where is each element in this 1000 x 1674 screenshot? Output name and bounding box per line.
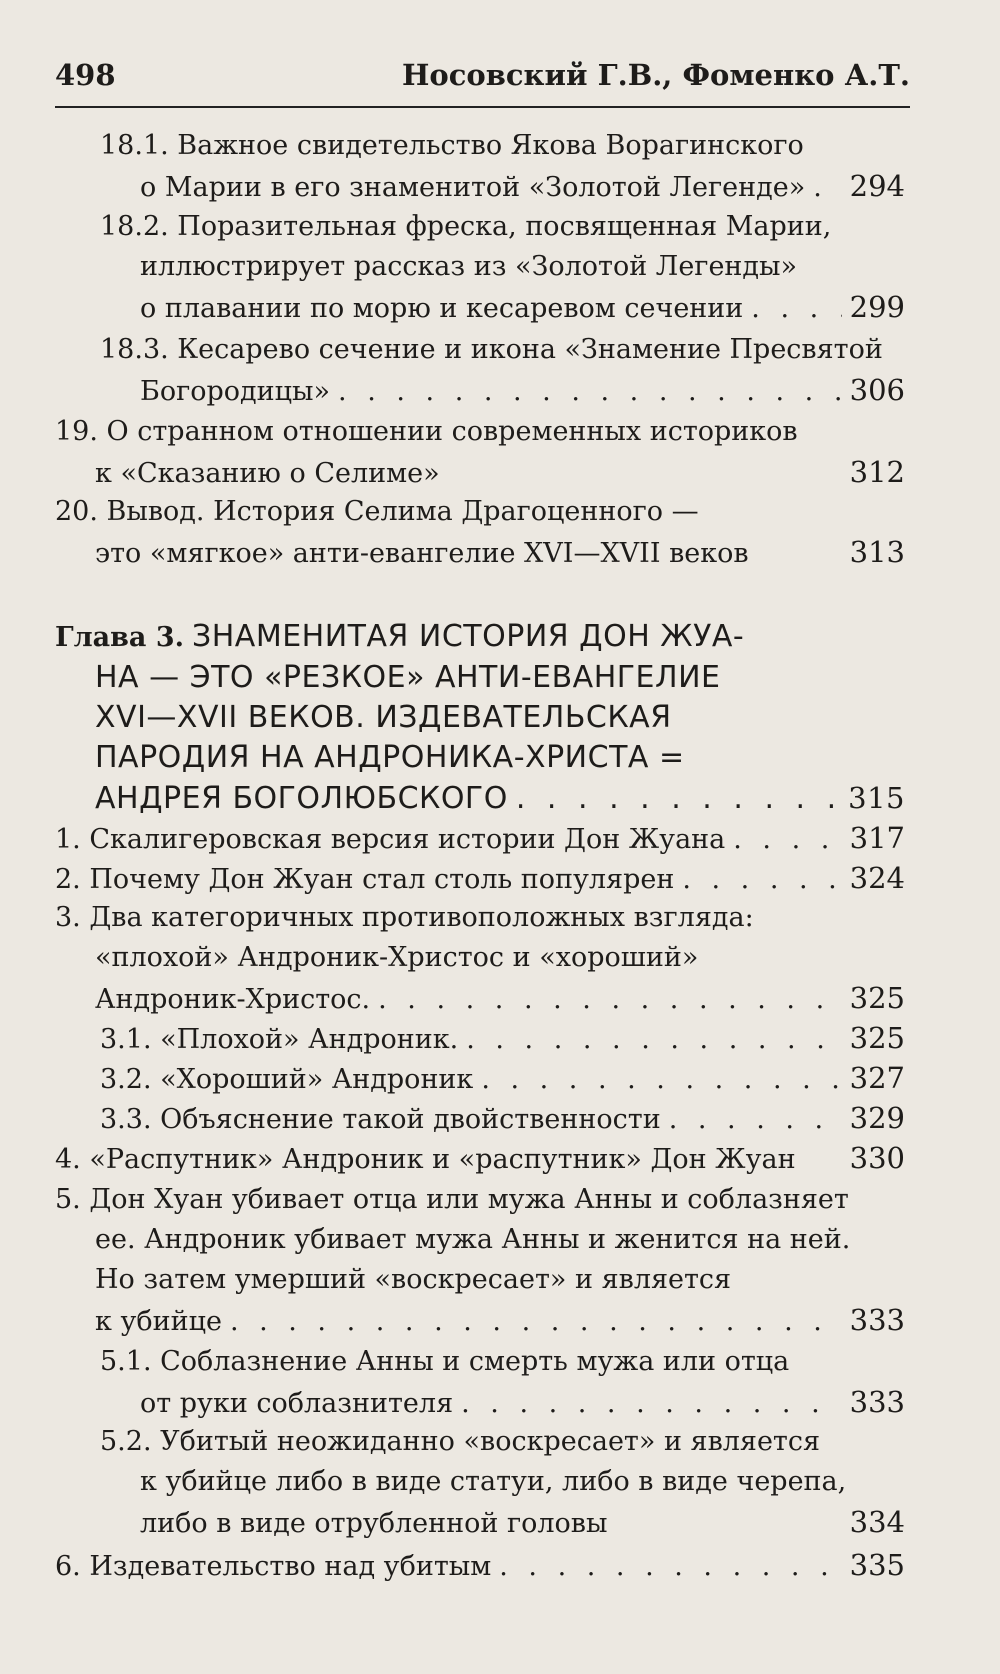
page-number: 498 [55,58,116,92]
toc-line: 18.3. Кесарево сечение и икона «Знамение Пресвятой [100,334,883,365]
toc-page-number: 333 [849,1385,905,1419]
toc-text: 3.3. Объяснение такой двойственности [100,1104,661,1135]
leader-dots [230,1302,842,1342]
toc-line [55,1300,905,1342]
toc-entry-5[interactable] [55,1180,905,1342]
toc-line [100,166,905,208]
toc-line [55,1138,905,1180]
toc-entry-5-2[interactable] [100,1422,905,1544]
toc-text: 3.2. «Хороший» Андроник [100,1064,474,1095]
toc-page-number: 324 [849,861,905,895]
toc-page-number: 330 [849,1141,905,1175]
toc-page-number: 334 [849,1505,905,1539]
leader-dots [669,1100,842,1140]
toc-line: 5.1. Соблазнение Анны и смерть мужа или отца [100,1346,790,1377]
toc-page-number: 306 [849,373,905,407]
toc-text: о Марии в его знаменитой «Золотой Легенде» [140,172,806,203]
toc-page-number: 327 [849,1061,905,1095]
header-rule [55,106,910,108]
toc-entry-3-2[interactable] [100,1058,905,1100]
toc-text: Богородицы» [140,376,331,407]
toc-line: 18.1. Важное свидетельство Якова Ворагинского [100,130,804,161]
chapter-title: ПАРОДИЯ НА АНДРОНИКА-ХРИСТА = [95,740,685,775]
authors: Носовский Г.В., Фоменко А.Т. [401,58,910,92]
toc-line: Но затем умерший «воскресает» и является [95,1264,732,1295]
chapter-title: АНДРЕЯ БОГОЛЮБСКОГО [95,781,508,816]
toc-entry-2[interactable] [55,858,905,900]
chapter-title: XVI—XVII ВЕКОВ. ИЗДЕВАТЕЛЬСКАЯ [95,700,672,735]
toc-line [100,1018,905,1060]
toc-entry-19[interactable] [55,412,905,494]
toc-line: «плохой» Андроник-Христос и «хороший» [95,942,699,973]
toc-line: 3. Два категоричных противоположных взгляда: [55,902,754,933]
toc-page-number: 299 [849,290,905,324]
toc-text: 3.1. «Плохой» Андроник. [100,1024,459,1055]
leader-dots [813,168,841,208]
toc-text: 1. Скалигеровская версия истории Дон Жуана [55,824,726,855]
chapter-title: НА — ЭТО «РЕЗКОЕ» АНТИ-ЕВАНГЕЛИЕ [95,660,721,695]
toc-page-number: 325 [849,1021,905,1055]
leader-dots [378,980,842,1020]
toc-page-number: 333 [849,1303,905,1337]
toc-line: ее. Андроник убивает мужа Анны и женится на ней. [95,1224,851,1255]
toc-text: от руки соблазнителя [140,1388,454,1419]
toc-text: это «мягкое» анти-евангелие XVI—XVII веков [95,538,749,569]
toc-page-number: 294 [849,169,905,203]
toc-line [55,617,905,658]
toc-line [100,1502,905,1544]
toc-page-number: 335 [849,1548,905,1582]
toc-line [55,818,905,860]
toc-text: к убийце [95,1306,222,1337]
toc-page-number: 317 [849,821,905,855]
toc-line [55,778,905,819]
toc-page-number: 329 [849,1101,905,1135]
toc-entry-4[interactable] [55,1138,905,1180]
toc-page-number: 315 [848,781,905,815]
toc-chapter-3[interactable] [55,617,905,819]
toc-entry-1[interactable] [55,818,905,860]
leader-dots [516,779,840,819]
toc-line [100,1382,905,1424]
toc-page-number: 312 [849,455,905,489]
toc-text: о плавании по морю и кесаревом сечении [140,293,744,324]
toc-entry-5-1[interactable] [100,1342,905,1424]
leader-dots [466,1020,841,1060]
toc-text: 4. «Распутник» Андроник и «распутник» Дон Жуан [55,1144,796,1175]
toc-line: 5.2. Убитый неожиданно «воскресает» и является [100,1426,821,1457]
toc-text: 6. Издевательство над убитым [55,1551,492,1582]
toc-text: либо в виде отрубленной головы [140,1508,608,1539]
running-header [55,58,910,92]
toc-line [55,1545,905,1587]
toc-entry-18-3[interactable] [100,330,905,412]
toc-line [100,370,905,412]
leader-dots [338,372,842,412]
chapter-label: Глава 3. [55,622,185,653]
toc-line [55,452,905,494]
leader-dots [751,289,841,329]
toc-line: к убийце либо в виде статуи, либо в виде черепа, [140,1466,847,1497]
toc-entry-3-3[interactable] [100,1098,905,1140]
toc-text: к «Сказанию о Селиме» [95,458,440,489]
toc-entry-20[interactable] [55,492,905,574]
toc-entry-6[interactable] [55,1545,905,1587]
toc-page-number: 313 [849,535,905,569]
toc-line [55,978,905,1020]
toc-text: Андроник-Христос. [95,984,371,1015]
toc-line: 19. О странном отношении современных историков [55,416,798,447]
leader-dots [461,1384,842,1424]
toc-entry-18-2[interactable] [100,207,905,329]
toc-line: иллюстрирует рассказ из «Золотой Легенды» [140,251,798,282]
chapter-title: ЗНАМЕНИТАЯ ИСТОРИЯ ДОН ЖУА- [192,619,745,654]
toc-entry-3[interactable] [55,898,905,1020]
toc-line: 5. Дон Хуан убивает отца или мужа Анны и соблазняет [55,1184,849,1215]
leader-dots [499,1547,841,1587]
toc-line: 18.2. Поразительная фреска, посвященная Марии, [100,211,832,242]
toc-entry-18-1[interactable] [100,126,905,208]
toc-text: 2. Почему Дон Жуан стал столь популярен [55,864,675,895]
toc-line [100,1098,905,1140]
toc-line: 20. Вывод. История Селима Драгоценного — [55,496,699,527]
toc-entry-3-1[interactable] [100,1018,905,1060]
toc-line [55,858,905,900]
toc-line [55,532,905,574]
toc-line [100,1058,905,1100]
leader-dots [733,820,841,860]
leader-dots [481,1060,841,1100]
leader-dots [682,860,841,900]
toc-line [100,287,905,329]
toc-page-number: 325 [849,981,905,1015]
